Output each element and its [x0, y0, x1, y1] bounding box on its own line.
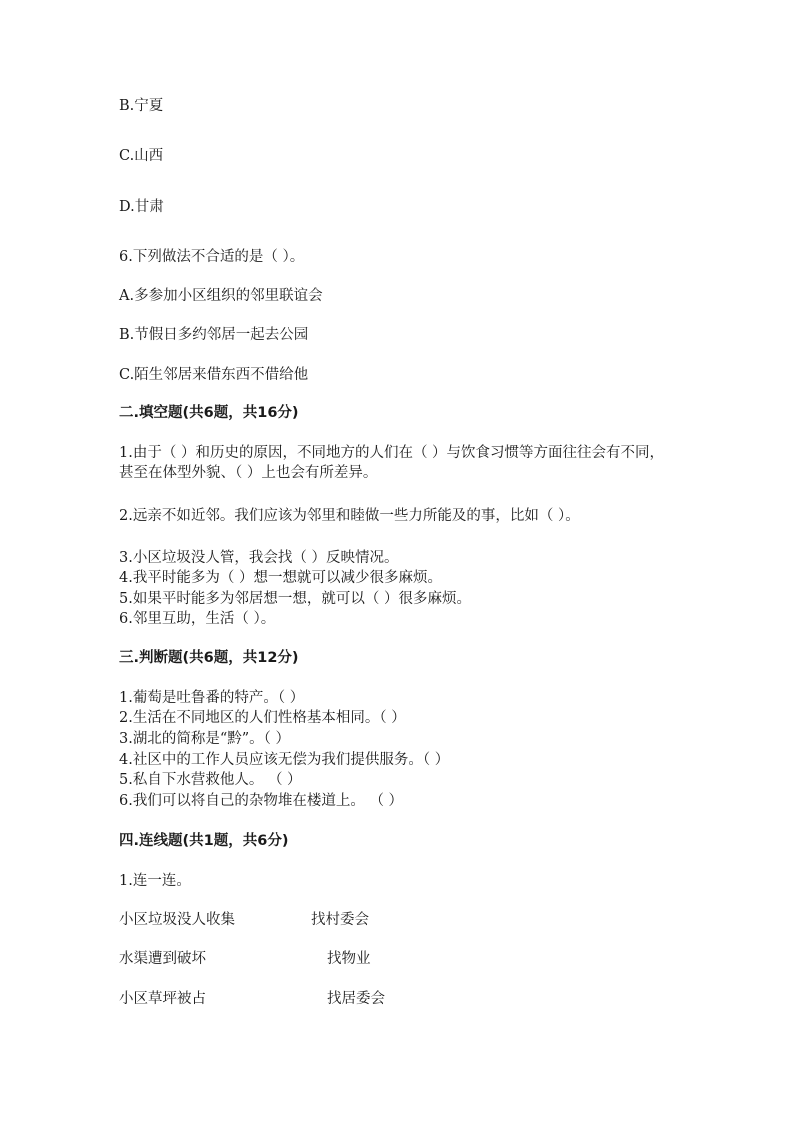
fill-item-1: 1.由于（ ）和历史的原因，不同地方的人们在（ ）与饮食习惯等方面往往会有不同，甚至在体型外貌、（ ）上也会有所差异。	[119, 445, 665, 481]
match-right-3: 找居委会	[327, 991, 385, 1007]
match-left-1: 小区垃圾没人收集	[119, 912, 235, 928]
judge-item-6: 6.我们可以将自己的杂物堆在楼道上。 （ ）	[119, 793, 404, 809]
judge-item-2: 2.生活在不同地区的人们性格基本相同。（ ）	[119, 710, 406, 726]
q5-option-d: D.甘肃	[119, 199, 164, 215]
judge-item-5: 5.私自下水营救他人。 （ ）	[119, 772, 302, 788]
q6-stem: 6.下列做法不合适的是（ ）。	[119, 249, 305, 265]
section3-title: 三.判断题(共6题，共12分)	[119, 650, 299, 666]
judge-item-1: 1.葡萄是吐鲁番的特产。（ ）	[119, 690, 305, 706]
fill-item-2: 2.远亲不如近邻。我们应该为邻里和睦做一些力所能及的事，比如（ ）。	[119, 508, 580, 524]
q6-option-b: B.节假日多约邻居一起去公园	[119, 327, 309, 343]
q5-option-c: C.山西	[119, 148, 164, 164]
match-right-1: 找村委会	[311, 912, 369, 928]
q5-option-b: B.宁夏	[119, 98, 164, 114]
q6-option-c: C.陌生邻居来借东西不借给他	[119, 367, 309, 383]
section2-title: 二.填空题(共6题，共16分)	[119, 405, 299, 421]
match-right-2: 找物业	[327, 951, 371, 967]
fill-item-3: 3.小区垃圾没人管，我会找（ ）反映情况。	[119, 550, 399, 566]
q6-option-a: A.多参加小区组织的邻里联谊会	[119, 288, 323, 304]
match-left-2: 水渠遭到破坏	[119, 951, 206, 967]
fill-item-4: 4.我平时能多为（ ）想一想就可以减少很多麻烦。	[119, 570, 442, 586]
judge-item-4: 4.社区中的工作人员应该无偿为我们提供服务。（ ）	[119, 752, 450, 768]
fill-item-5: 5.如果平时能多为邻居想一想，就可以（ ）很多麻烦。	[119, 591, 471, 607]
fill-item-6: 6.邻里互助，生活（ ）。	[119, 611, 276, 627]
section4-title: 四.连线题(共1题，共6分)	[119, 833, 289, 849]
judge-item-3: 3.湖北的简称是“黔”。（ ）	[119, 731, 291, 747]
match-prompt: 1.连一连。	[119, 873, 191, 889]
match-left-3: 小区草坪被占	[119, 991, 206, 1007]
